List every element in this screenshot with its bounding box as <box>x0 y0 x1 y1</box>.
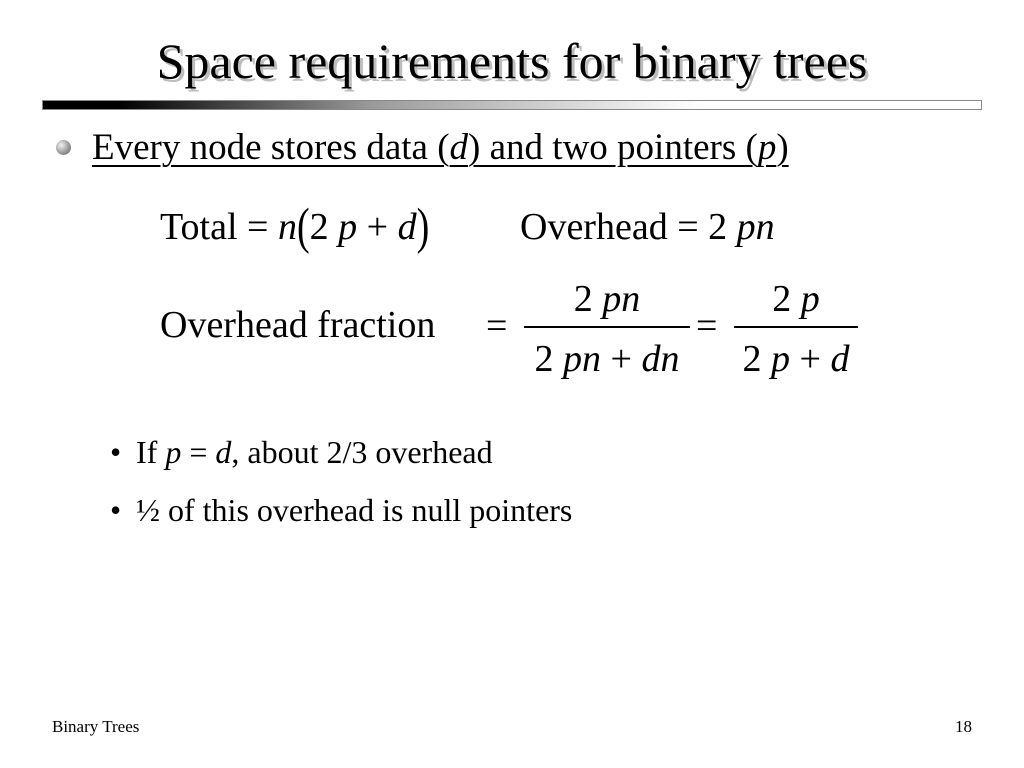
fraction-p-over-sum <box>734 276 858 382</box>
two: 2 <box>309 206 329 248</box>
variable-p: p <box>757 127 777 168</box>
var-d: d <box>215 434 232 470</box>
var-pn: pn <box>736 206 775 248</box>
variable-d: d <box>449 127 469 168</box>
bullet-dot-icon: • <box>110 434 122 470</box>
var-pn: pn <box>563 338 602 380</box>
main-bullet-part: ) <box>776 127 789 168</box>
overhead-equation <box>520 204 775 250</box>
var-p: p <box>771 338 791 380</box>
sub-bullet-text: If <box>136 434 166 470</box>
total-equation <box>160 198 430 256</box>
slide-title: Space requirements for binary trees <box>156 33 868 89</box>
var-dn: dn <box>641 338 680 380</box>
two: 2 <box>742 338 762 380</box>
close-paren: ) <box>416 198 430 256</box>
footer-title: Binary Trees <box>52 717 140 736</box>
equals-sign: = <box>696 305 718 347</box>
denominator <box>524 336 690 382</box>
total-label: Total <box>160 206 238 248</box>
plus-sign: + <box>790 338 831 380</box>
var-d: d <box>397 206 417 248</box>
numerator <box>524 276 690 322</box>
overhead-rhs: = 2 <box>677 206 728 248</box>
var-pn: pn <box>602 278 641 320</box>
fraction-bar <box>734 326 858 328</box>
plus-sign: + <box>357 206 398 248</box>
equals-sign: = <box>486 305 508 347</box>
denominator <box>734 336 858 382</box>
bullet-dot-icon <box>56 140 71 155</box>
var-p: p <box>338 206 358 248</box>
var-d: d <box>830 338 850 380</box>
sub-bullet-null-pointers <box>110 490 572 530</box>
sub-bullet-text: ½ of this overhead is null pointers <box>136 492 573 528</box>
fraction-bar <box>524 326 690 328</box>
plus-sign: + <box>601 338 642 380</box>
var-p: p <box>165 434 182 470</box>
equals-sign: = <box>181 434 216 470</box>
sub-bullet-text: , about 2/3 overhead <box>231 434 493 470</box>
main-bullet-text <box>92 124 789 172</box>
equals-sign: = <box>247 206 278 248</box>
numerator <box>734 276 858 322</box>
two: 2 <box>534 338 554 380</box>
var-p: p <box>800 278 820 320</box>
fraction-pn-over-sum <box>524 276 690 382</box>
title-divider <box>42 100 982 110</box>
page-number: 18 <box>955 717 972 736</box>
main-bullet-part: Every node stores data ( <box>92 127 450 168</box>
sub-bullet-overhead-ratio <box>110 432 493 472</box>
two: 2 <box>772 278 792 320</box>
overhead-fraction-label: Overhead fraction <box>160 304 436 346</box>
two: 2 <box>573 278 593 320</box>
main-bullet-part: ) and two pointers ( <box>468 127 758 168</box>
var-n: n <box>277 206 297 248</box>
open-paren: ( <box>296 198 310 256</box>
overhead-label: Overhead <box>520 206 668 248</box>
bullet-dot-icon: • <box>110 492 122 528</box>
